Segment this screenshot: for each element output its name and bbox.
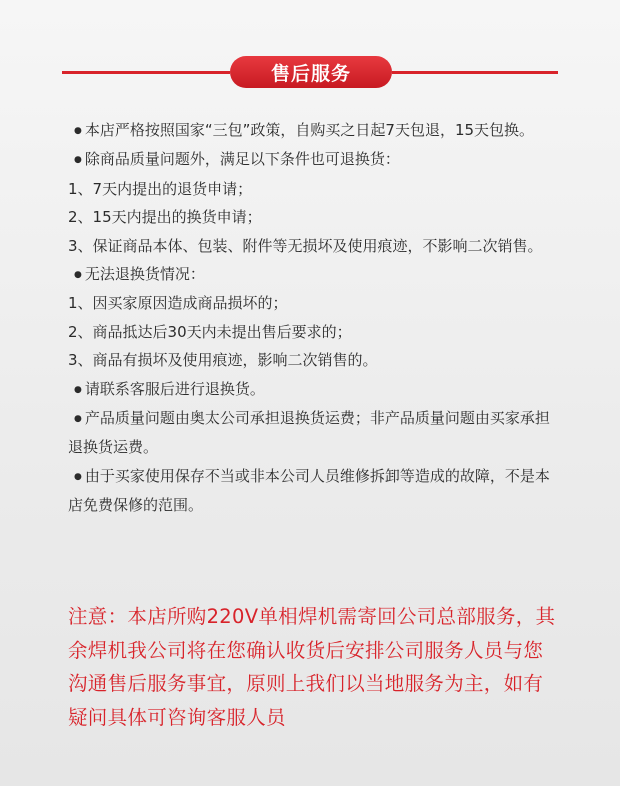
policy-item: 3、商品有损坏及使用痕迹，影响二次销售的。 (68, 351, 378, 370)
policy-item: ● 请联系客服后进行退换货。 (68, 375, 558, 404)
policy-item: ● 由于买家使用保存不当或非本公司人员维修拆卸等造成的故障，不是本店免费保修的范围。 (68, 462, 558, 520)
policy-list (68, 116, 558, 520)
policy-item: 3、保证商品本体、包装、附件等无损坏及使用痕迹，不影响二次销售。 (68, 236, 543, 255)
policy-item: ● 本店严格按照国家“三包”政策，自购买之日起7天包退，15天包换。 (68, 116, 558, 145)
policy-item: 1、因买家原因造成商品损坏的； (68, 294, 288, 313)
policy-item: ● 无法退换货情况： (68, 260, 558, 289)
notice-text: 注意：本店所购220V单相焊机需寄回公司总部服务，其余焊机我公司将在您确认收货后安排公司服务人员与您沟通售后服务事宜，原则上我们以当地服务为主，如有疑问具体可咨询客服人员 (68, 605, 556, 729)
policy-item: ● 产品质量问题由奥太公司承担退换货运费；非产品质量问题由买家承担退换货运费。 (68, 404, 558, 462)
policy-item: 1、7天内提出的退货申请； (68, 179, 253, 198)
policy-item: 2、15天内提出的换货申请； (68, 208, 262, 227)
policy-item: 2、商品抵达后30天内未提出售后要求的； (68, 322, 352, 341)
header-divider-left (62, 71, 230, 74)
section-header (0, 56, 620, 88)
header-divider-right (392, 71, 558, 74)
policy-item: ● 除商品质量问题外，满足以下条件也可退换货： (68, 145, 558, 174)
section-title: 售后服务 (230, 56, 392, 88)
